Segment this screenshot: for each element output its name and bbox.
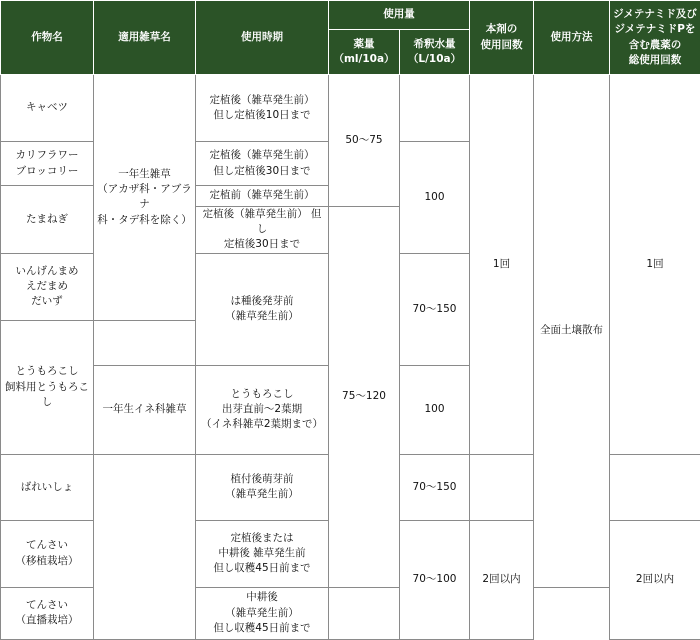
header-usage-amount: 使用量 xyxy=(329,1,470,30)
crop-cell: てんさい （直播栽培） xyxy=(1,587,94,639)
weed-cell-annual: 一年生雑草 （アカザ科・アブラナ 科・タデ科を除く） xyxy=(94,75,196,321)
dilution-cell-empty xyxy=(400,75,470,142)
crop-cell: たまねぎ xyxy=(1,186,94,254)
dose-cell-low: 50～75 xyxy=(329,75,400,207)
total-cell-twice: 2回以内 xyxy=(610,520,700,639)
timing-cell: は種後発芽前 （雑草発生前） xyxy=(196,253,329,365)
times-cell-twice: 2回以内 xyxy=(470,520,534,639)
header-weed: 適用雑草名 xyxy=(94,1,196,75)
header-times: 本剤の 使用回数 xyxy=(470,1,534,75)
method-cell: 全面土壌散布 xyxy=(534,75,610,588)
dose-cell-high: 75～120 xyxy=(329,207,400,588)
dilution-cell-100: 100 xyxy=(400,365,470,454)
header-timing: 使用時期 xyxy=(196,1,329,75)
dilution-cell-70-100: 70～100 xyxy=(400,520,470,639)
header-crop: 作物名 xyxy=(1,1,94,75)
times-cell-empty xyxy=(470,454,534,520)
timing-cell: とうもろこし 出芽直前～2葉期 （イネ科雑草2葉期まで） xyxy=(196,365,329,454)
method-cell-empty xyxy=(329,587,400,639)
header-dilution: 希釈水量 （L/10a） xyxy=(400,30,470,75)
crop-cell: とうもろこし 飼料用とうもろこし xyxy=(1,320,94,454)
crop-cell: てんさい （移植栽培） xyxy=(1,520,94,587)
header-dose: 薬量 （ml/10a） xyxy=(329,30,400,75)
header-method: 使用方法 xyxy=(534,1,610,75)
timing-cell: 定植後（雑草発生前） 但し定植後10日まで xyxy=(196,75,329,142)
header-total: ジメテナミド及び ジメテナミドPを 含む農薬の 総使用回数 xyxy=(610,1,700,75)
weed-cell-empty xyxy=(94,320,196,365)
total-cell-once: 1回 xyxy=(610,75,700,455)
dilution-cell-100: 100 xyxy=(400,142,470,254)
times-cell-once: 1回 xyxy=(470,75,534,455)
weed-cell-grass: 一年生イネ科雑草 xyxy=(94,365,196,454)
timing-cell: 定植後または 中耕後 雑草発生前 但し収穫45日前まで xyxy=(196,520,329,587)
timing-cell: 植付後萌芽前 （雑草発生前） xyxy=(196,454,329,520)
timing-cell: 中耕後 （雑草発生前） 但し収穫45日前まで xyxy=(196,587,329,639)
dilution-cell-70-150: 70～150 xyxy=(400,253,470,365)
timing-cell: 定植後（雑草発生前） 但し 定植後30日まで xyxy=(196,207,329,254)
crop-cell: ばれいしょ xyxy=(1,454,94,520)
dilution-cell-70-150: 70～150 xyxy=(400,454,470,520)
timing-cell: 定植前（雑草発生前） xyxy=(196,186,329,207)
crop-cell: カリフラワー ブロッコリー xyxy=(1,142,94,186)
crop-cell: いんげんまめ えだまめ だいず xyxy=(1,253,94,320)
weed-cell-empty xyxy=(94,454,196,639)
crop-cell: キャベツ xyxy=(1,75,94,142)
timing-cell: 定植後（雑草発生前） 但し定植後30日まで xyxy=(196,142,329,186)
total-cell-empty xyxy=(610,454,700,520)
